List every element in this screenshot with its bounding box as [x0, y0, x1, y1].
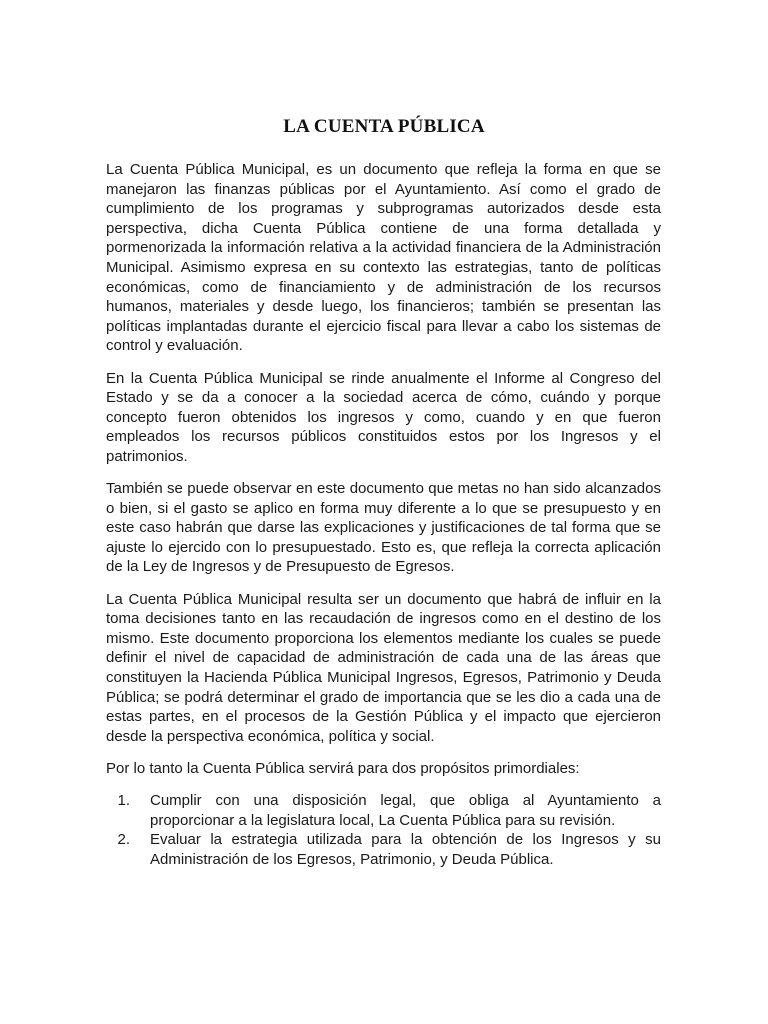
paragraph-3: También se puede observar en este documento que metas no han sido alcanzados o bien, si el gasto se aplico en forma muy diferente a lo que se presupuesto y en este caso habrán que darse las explicaciones y justificaciones de tal forma que se ajuste lo ejercido con lo presupuestado. Esto es, que refleja la correcta aplicación de la Ley de Ingresos y de Presupuesto de Egresos. [106, 480, 661, 576]
numbered-list [106, 791, 661, 869]
paragraph-2: En la Cuenta Pública Municipal se rinde anualmente el Informe al Congreso del Estado y se da a conocer a la sociedad acerca de cómo, cuándo y porque concepto fueron obtenidos los ingresos y como, cuando y en que fueron empleados los recursos públicos constituidos estos por los Ingresos y el patrimonios. [106, 369, 661, 465]
list-item [106, 830, 661, 869]
document-title: LA CUENTA PÚBLICA [283, 116, 485, 137]
list-item-number: 1. [117, 792, 130, 810]
list-item [106, 791, 661, 830]
paragraph-5: Por lo tanto la Cuenta Pública servirá para dos propósitos primordiales: [106, 760, 580, 777]
list-item-text: Evaluar la estrategia utilizada para la obtención de los Ingresos y su Administración de los Egresos, Patrimonio, y Deuda Pública. [150, 831, 661, 868]
paragraph-4: La Cuenta Pública Municipal resulta ser un documento que habrá de influir en la toma decisiones tanto en las recaudación de ingresos como en el destino de los mismo. Este documento proporciona los elementos mediante los cuales se puede definir el nivel de capacidad de administración de cada una de las áreas que constituyen la Hacienda Pública Municipal Ingresos, Egresos, Patrimonio y Deuda Pública; se podrá determinar el grado de importancia que se les dio a cada una de estas partes, en el procesos de la Gestión Pública y el impacto que ejercieron desde la perspectiva económica, política y social. [106, 590, 661, 745]
list-item-number: 2. [117, 831, 130, 849]
paragraph-1: La Cuenta Pública Municipal, es un documento que refleja la forma en que se manejaron las finanzas públicas por el Ayuntamiento. Así como el grado de cumplimiento de los programas y subprogramas autorizados desde esta perspectiva, dicha Cuenta Pública contiene de una forma detallada y pormenorizada la información relativa a la actividad financiera de la Administración Municipal. Asimismo expresa en su contexto las estrategias, tanto de políticas económicas, como de financiamiento y de administración de los recursos humanos, materiales y desde luego, los financieros; también se presentan las políticas implantadas durante el ejercicio fiscal para llevar a cabo los sistemas de control y evaluación. [106, 161, 661, 355]
list-item-text: Cumplir con una disposición legal, que obliga al Ayuntamiento a proporcionar a la legislatura local, La Cuenta Pública para su revisión. [150, 792, 661, 829]
document-body [106, 160, 661, 870]
